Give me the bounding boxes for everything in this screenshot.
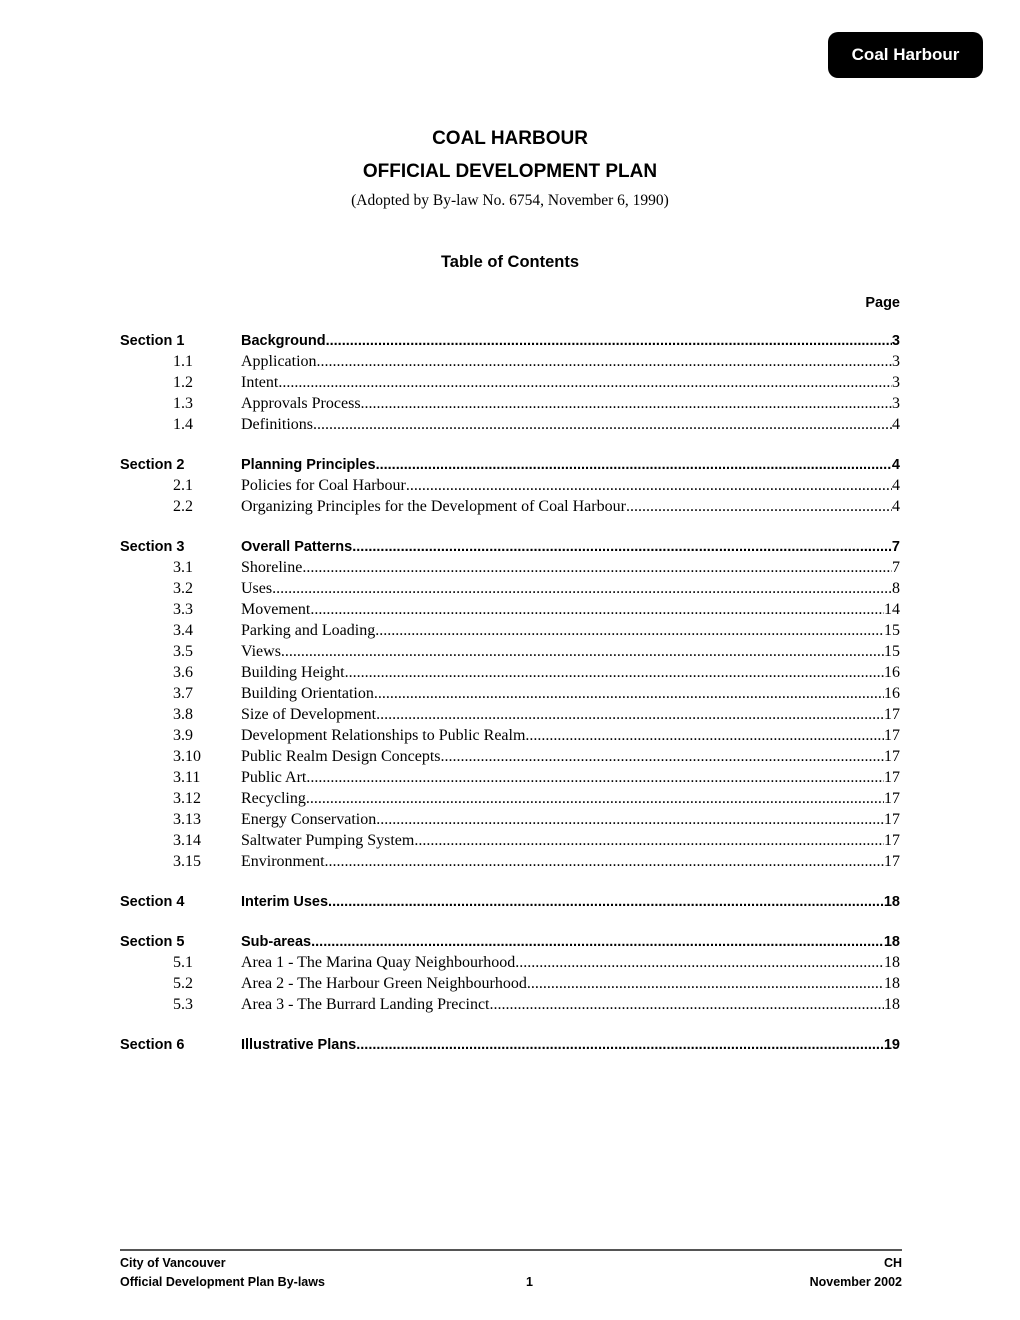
entry-page-number: 3	[892, 395, 900, 412]
entry-page-number: 17	[884, 811, 900, 828]
dot-leader	[311, 934, 884, 950]
footer-divider	[120, 1249, 902, 1251]
entry-title-with-leader	[241, 601, 884, 619]
dot-leader	[272, 580, 892, 598]
entry-title: Approvals Process	[241, 395, 361, 412]
entry-page-number: 18	[883, 894, 900, 910]
entry-title: Illustrative Plans	[241, 1037, 357, 1053]
dot-leader	[326, 333, 892, 349]
entry-title: Building Height	[241, 664, 345, 681]
entry-page-number: 7	[892, 559, 900, 576]
entry-title: Recycling	[241, 790, 306, 807]
entry-title-with-leader	[241, 996, 884, 1014]
dot-leader	[441, 748, 884, 766]
dot-leader	[527, 975, 884, 993]
entry-page-number: 19	[883, 1037, 900, 1053]
entry-number: Section 6	[120, 1037, 185, 1053]
section-spacer	[120, 914, 900, 934]
toc-subsection-entry[interactable]	[120, 811, 900, 832]
footer-document-series: Official Development Plan By-laws	[120, 1275, 325, 1289]
entry-title: Size of Development	[241, 706, 377, 723]
entry-number: Section 2	[120, 457, 185, 473]
entry-number: 3.14	[173, 832, 201, 849]
entry-title-with-leader	[241, 748, 884, 766]
dot-leader	[317, 353, 892, 371]
dot-leader	[414, 832, 884, 850]
toc-heading: Table of Contents	[440, 253, 580, 271]
dot-leader	[374, 685, 884, 703]
dot-leader	[352, 539, 892, 555]
entry-page-number: 17	[884, 769, 900, 786]
entry-title: Saltwater Pumping System	[241, 832, 415, 849]
dot-leader	[515, 954, 884, 972]
dot-leader	[313, 416, 892, 434]
footer-line-1	[120, 1256, 902, 1270]
dot-leader	[406, 477, 892, 495]
entry-page-number: 3	[891, 333, 900, 349]
dot-leader	[328, 894, 884, 910]
toc-subsection-entry[interactable]	[120, 664, 900, 685]
entry-title: Parking and Loading	[241, 622, 376, 639]
entry-title: Public Art	[241, 769, 307, 786]
entry-page-number: 17	[884, 706, 900, 723]
entry-number: 1.1	[173, 353, 193, 370]
toc-subsection-entry[interactable]	[120, 622, 900, 643]
entry-title: Definitions	[241, 416, 313, 433]
entry-number: 1.4	[173, 416, 193, 433]
entry-number: 3.5	[173, 643, 193, 660]
entry-title: Interim Uses	[241, 894, 329, 910]
entry-number: 3.3	[173, 601, 193, 618]
toc-subsection-entry[interactable]	[120, 853, 900, 874]
entry-title: Planning Principles	[241, 457, 376, 473]
footer-organization: City of Vancouver	[120, 1256, 226, 1270]
entry-title-with-leader	[241, 477, 892, 495]
dot-leader	[361, 395, 892, 413]
entry-title-with-leader	[241, 934, 884, 950]
entry-title-with-leader	[241, 790, 884, 808]
entry-number: 3.4	[173, 622, 193, 639]
toc-subsection-entry[interactable]	[120, 395, 900, 416]
toc-subsection-entry[interactable]	[120, 685, 900, 706]
entry-page-number: 17	[884, 748, 900, 765]
dot-leader	[376, 811, 884, 829]
document-tag-badge	[828, 32, 983, 78]
toc-subsection-entry[interactable]	[120, 374, 900, 395]
entry-title: Overall Patterns	[241, 539, 353, 555]
entry-number: 3.9	[173, 727, 193, 744]
entry-title-with-leader	[241, 664, 884, 682]
entry-number: 1.3	[173, 395, 193, 412]
entry-title-with-leader	[241, 457, 892, 473]
entry-title: Area 1 - The Marina Quay Neighbourhood	[241, 954, 516, 971]
entry-title-with-leader	[241, 580, 892, 598]
entry-title-with-leader	[241, 727, 884, 745]
entry-title-with-leader	[241, 832, 884, 850]
entry-title-with-leader	[241, 559, 892, 577]
entry-number: 5.2	[173, 975, 193, 992]
section-spacer	[120, 437, 900, 457]
toc-subsection-entry[interactable]	[120, 790, 900, 811]
entry-title: Movement	[241, 601, 311, 618]
entry-title-with-leader	[241, 374, 892, 392]
dot-leader	[375, 622, 884, 640]
entry-number: 5.3	[173, 996, 193, 1013]
entry-title: Area 2 - The Harbour Green Neighbourhood	[241, 975, 527, 992]
toc-subsection-entry[interactable]	[120, 498, 900, 519]
dot-leader	[525, 727, 884, 745]
entry-page-number: 17	[884, 790, 900, 807]
footer-date: November 2002	[809, 1275, 902, 1289]
entry-page-number: 17	[884, 727, 900, 744]
dot-leader	[281, 643, 884, 661]
toc-section-entry[interactable]	[120, 894, 900, 914]
entry-page-number: 3	[892, 353, 900, 370]
dot-leader	[626, 498, 892, 516]
entry-title: Sub-areas	[241, 934, 312, 950]
entry-number: 3.6	[173, 664, 193, 681]
footer-page-number: 1	[526, 1275, 533, 1289]
toc-section-entry[interactable]	[120, 457, 900, 477]
toc-subsection-entry[interactable]	[120, 832, 900, 853]
entry-number: 2.2	[173, 498, 193, 515]
entry-title-with-leader	[241, 975, 884, 993]
toc-subsection-entry[interactable]	[120, 769, 900, 790]
entry-title: Uses	[241, 580, 273, 597]
entry-page-number: 7	[891, 539, 900, 555]
entry-page-number: 16	[884, 664, 900, 681]
entry-number: 3.11	[173, 769, 201, 786]
entry-title: Environment	[241, 853, 325, 870]
dot-leader	[306, 790, 884, 808]
section-spacer	[120, 874, 900, 894]
entry-title-with-leader	[241, 706, 884, 724]
entry-title: Area 3 - The Burrard Landing Precinct	[241, 996, 490, 1013]
entry-number: 3.1	[173, 559, 193, 576]
entry-title: Development Relationships to Public Realm	[241, 727, 526, 744]
toc-subsection-entry[interactable]	[120, 580, 900, 601]
entry-number: 3.2	[173, 580, 193, 597]
entry-number: 3.7	[173, 685, 193, 702]
entry-title-with-leader	[241, 353, 892, 371]
section-spacer	[120, 519, 900, 539]
entry-page-number: 18	[884, 996, 900, 1013]
entry-number: 3.15	[173, 853, 201, 870]
entry-title-with-leader	[241, 395, 892, 413]
entry-title-with-leader	[241, 894, 884, 910]
toc-subsection-entry[interactable]	[120, 559, 900, 580]
entry-number: 3.8	[173, 706, 193, 723]
toc-subsection-entry[interactable]	[120, 477, 900, 498]
document-title: COAL HARBOUR	[432, 128, 588, 149]
entry-page-number: 15	[884, 643, 900, 660]
entry-title-with-leader	[241, 643, 884, 661]
entry-page-number: 15	[884, 622, 900, 639]
toc-subsection-entry[interactable]	[120, 353, 900, 374]
entry-title-with-leader	[241, 498, 892, 516]
section-spacer	[120, 1017, 900, 1037]
table-of-contents	[120, 333, 900, 1057]
dot-leader	[376, 457, 892, 473]
entry-title: Building Orientation	[241, 685, 374, 702]
entry-title: Shoreline	[241, 559, 303, 576]
entry-number: 3.10	[173, 748, 201, 765]
entry-page-number: 4	[892, 477, 900, 494]
toc-subsection-entry[interactable]	[120, 706, 900, 727]
footer-line-2	[120, 1275, 902, 1289]
toc-subsection-entry[interactable]	[120, 954, 900, 975]
entry-page-number: 4	[892, 416, 900, 433]
entry-page-number: 18	[884, 975, 900, 992]
entry-title: Energy Conservation	[241, 811, 377, 828]
toc-subsection-entry[interactable]	[120, 748, 900, 769]
entry-page-number: 4	[891, 457, 900, 473]
dot-leader	[310, 601, 884, 619]
entry-page-number: 18	[884, 954, 900, 971]
entry-number: 5.1	[173, 954, 193, 971]
badge-label: Coal Harbour	[851, 45, 960, 64]
entry-title-with-leader	[241, 622, 884, 640]
toc-subsection-entry[interactable]	[120, 643, 900, 664]
entry-title: Intent	[241, 374, 279, 391]
toc-section-entry[interactable]	[120, 539, 900, 559]
entry-number: Section 3	[120, 539, 185, 555]
dot-leader	[356, 1037, 884, 1053]
toc-section-entry[interactable]	[120, 333, 900, 353]
toc-section-entry[interactable]	[120, 934, 900, 954]
entry-number: 2.1	[173, 477, 193, 494]
entry-title: Policies for Coal Harbour	[241, 477, 406, 494]
entry-title-with-leader	[241, 539, 892, 555]
entry-page-number: 17	[884, 853, 900, 870]
toc-subsection-entry[interactable]	[120, 601, 900, 622]
entry-title-with-leader	[241, 685, 884, 703]
entry-title-with-leader	[241, 416, 892, 434]
entry-title-with-leader	[241, 1037, 884, 1053]
footer-code: CH	[883, 1256, 902, 1270]
page-column-label: Page	[865, 295, 900, 311]
dot-leader	[345, 664, 884, 682]
entry-title-with-leader	[241, 811, 884, 829]
dot-leader	[306, 769, 884, 787]
entry-number: Section 4	[120, 894, 185, 910]
dot-leader	[376, 706, 884, 724]
entry-title: Background	[241, 333, 326, 349]
dot-leader	[490, 996, 885, 1014]
toc-section-entry[interactable]	[120, 1037, 900, 1057]
entry-page-number: 8	[892, 580, 900, 597]
entry-title: Views	[241, 643, 281, 660]
entry-page-number: 17	[884, 832, 900, 849]
toc-subsection-entry[interactable]	[120, 416, 900, 437]
document-subtitle-heading: OFFICIAL DEVELOPMENT PLAN	[362, 161, 658, 182]
entry-title-with-leader	[241, 853, 884, 871]
dot-leader	[325, 853, 884, 871]
entry-number: 3.12	[173, 790, 201, 807]
entry-title: Organizing Principles for the Development of Coal Harbour	[241, 498, 626, 515]
entry-number: Section 5	[120, 934, 185, 950]
entry-page-number: 16	[884, 685, 900, 702]
entry-page-number: 18	[883, 934, 900, 950]
entry-title-with-leader	[241, 769, 884, 787]
entry-page-number: 3	[892, 374, 900, 391]
toc-subsection-entry[interactable]	[120, 727, 900, 748]
dot-leader	[278, 374, 892, 392]
entry-page-number: 14	[884, 601, 900, 618]
entry-page-number: 4	[892, 498, 900, 515]
entry-title: Public Realm Design Concepts	[241, 748, 441, 765]
entry-title-with-leader	[241, 333, 892, 349]
entry-title: Application	[241, 353, 317, 370]
entry-title-with-leader	[241, 954, 884, 972]
toc-subsection-entry[interactable]	[120, 996, 900, 1017]
entry-number: Section 1	[120, 333, 185, 349]
entry-number: 3.13	[173, 811, 201, 828]
toc-subsection-entry[interactable]	[120, 975, 900, 996]
adoption-note: (Adopted by By-law No. 6754, November 6, 1990)	[351, 192, 669, 209]
dot-leader	[302, 559, 892, 577]
entry-number: 1.2	[173, 374, 193, 391]
